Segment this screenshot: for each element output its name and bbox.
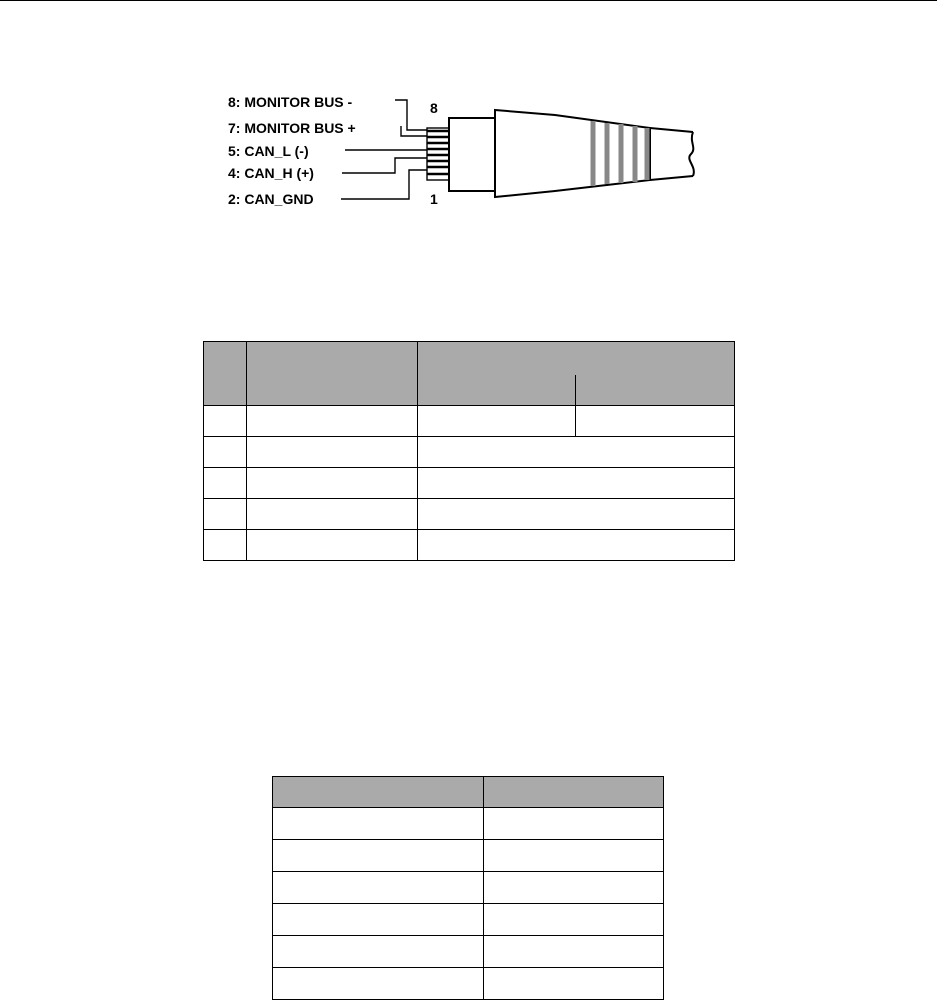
table-row	[204, 499, 735, 530]
table-header-row	[204, 342, 735, 376]
plug-body	[449, 118, 495, 191]
table-cell	[204, 437, 247, 468]
cable	[650, 128, 694, 180]
table-row	[204, 437, 735, 468]
pin-label-5: 5: CAN_L (-)	[228, 143, 309, 159]
table-cell	[273, 904, 484, 936]
table-row	[204, 468, 735, 499]
table-row	[204, 406, 735, 437]
pin-number-bottom: 1	[430, 191, 438, 207]
table-row	[273, 872, 664, 904]
table-cell	[417, 468, 734, 499]
table-row	[273, 808, 664, 840]
table-cell	[246, 468, 417, 499]
table-row	[273, 936, 664, 968]
table-row	[273, 968, 664, 1000]
table-cell	[273, 936, 484, 968]
plug-boot	[495, 110, 650, 197]
table-cell	[246, 406, 417, 437]
plug-contacts	[427, 128, 449, 180]
pin-assignment-table	[203, 341, 735, 561]
pin-label-7: 7: MONITOR BUS +	[228, 120, 356, 136]
header-cell	[273, 777, 484, 808]
leader-lines	[341, 100, 427, 199]
table-cell	[204, 499, 247, 530]
table-cell	[246, 499, 417, 530]
table-cell	[246, 530, 417, 561]
table-cell	[576, 406, 735, 437]
table-cell	[204, 406, 247, 437]
value-table	[272, 776, 664, 1000]
table-header-row	[273, 777, 664, 808]
header-cell	[417, 342, 734, 376]
table-cell	[417, 406, 576, 437]
subheader-cell	[417, 375, 576, 406]
table-cell	[484, 808, 664, 840]
table-cell	[484, 936, 664, 968]
table-cell	[417, 530, 734, 561]
pin-label-2: 2: CAN_GND	[228, 191, 314, 207]
table-cell	[273, 968, 484, 1000]
table-cell	[273, 808, 484, 840]
pin-label-4: 4: CAN_H (+)	[228, 165, 314, 181]
header-rule	[0, 0, 937, 1]
table-cell	[204, 530, 247, 561]
table-cell	[484, 872, 664, 904]
table-cell	[484, 904, 664, 936]
table-row	[204, 530, 735, 561]
table-cell	[417, 437, 734, 468]
pin-label-8: 8: MONITOR BUS -	[228, 94, 353, 110]
header-cell	[246, 342, 417, 406]
table-cell	[204, 468, 247, 499]
table-cell	[273, 872, 484, 904]
table-cell	[417, 499, 734, 530]
rj45-connector-diagram	[225, 88, 715, 218]
subheader-cell	[576, 375, 735, 406]
table-cell	[273, 840, 484, 872]
pin-number-top: 8	[430, 100, 438, 116]
header-cell	[484, 777, 664, 808]
table-cell	[484, 840, 664, 872]
table-row	[273, 904, 664, 936]
table-cell	[484, 968, 664, 1000]
table-cell	[246, 437, 417, 468]
header-cell	[204, 342, 247, 406]
table-row	[273, 840, 664, 872]
